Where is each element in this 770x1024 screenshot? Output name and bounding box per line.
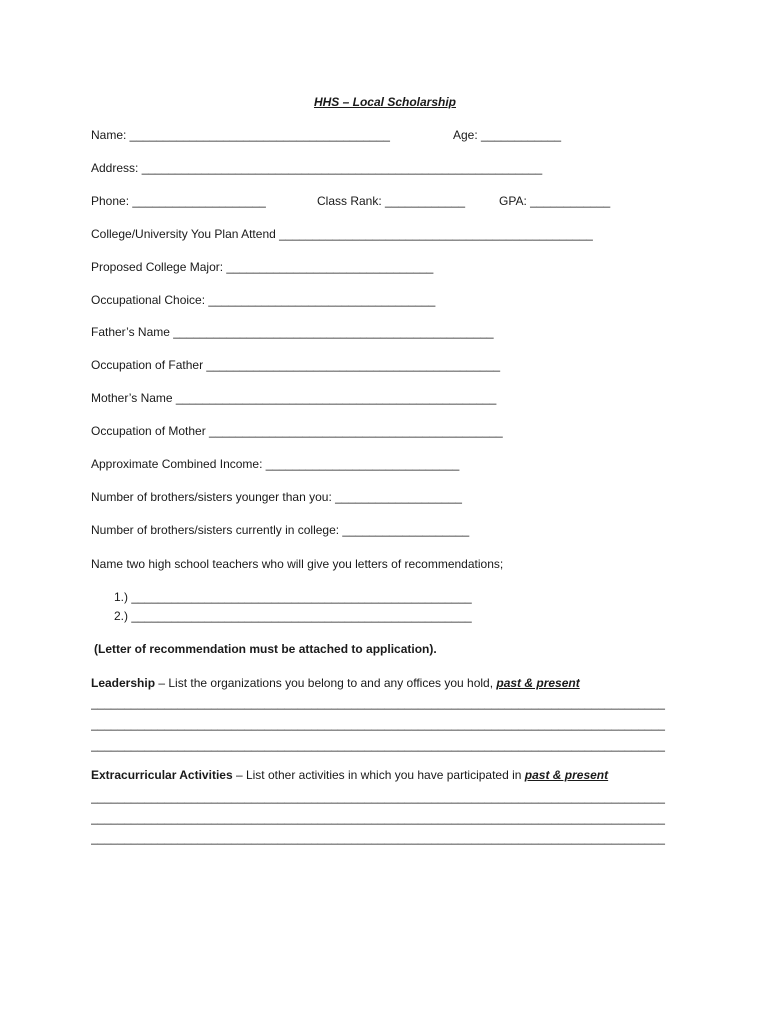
major-field[interactable]: Proposed College Major: _______________________________ xyxy=(91,260,434,274)
extracurricular-emphasis: past & present xyxy=(524,768,609,782)
occupation-field[interactable]: Occupational Choice: __________________________________ xyxy=(91,293,436,307)
extracurricular-heading xyxy=(91,768,608,782)
father-name-field[interactable]: Father’s Name ________________________________________________ xyxy=(91,325,494,339)
leadership-line-3[interactable]: ______________________________________________________________________________________ xyxy=(91,738,665,752)
leadership-label: Leadership xyxy=(91,676,156,690)
extracurricular-instructions: – List other activities in which you have participated in xyxy=(232,768,525,782)
teacher-2-field[interactable]: 2.) ___________________________________________________ xyxy=(114,609,472,623)
mother-name-field[interactable]: Mother’s Name ________________________________________________ xyxy=(91,391,497,405)
recommendation-note: (Letter of recommendation must be attached to application). xyxy=(94,642,437,656)
teacher-1-field[interactable]: 1.) ___________________________________________________ xyxy=(114,590,472,604)
leadership-line-2[interactable]: ______________________________________________________________________________________ xyxy=(91,717,665,731)
mother-occupation-field[interactable]: Occupation of Mother ____________________________________________ xyxy=(91,424,503,438)
age-field[interactable]: Age: ____________ xyxy=(453,128,562,142)
extracurricular-line-1[interactable]: ______________________________________________________________________________________ xyxy=(91,790,665,804)
father-occupation-field[interactable]: Occupation of Father ____________________________________________ xyxy=(91,358,501,372)
extracurricular-line-2[interactable]: ______________________________________________________________________________________ xyxy=(91,811,665,825)
class-rank-field[interactable]: Class Rank: ____________ xyxy=(317,194,466,208)
college-field[interactable]: College/University You Plan Attend _______________________________________________ xyxy=(91,227,593,241)
extracurricular-label: Extracurricular Activities xyxy=(91,768,233,782)
leadership-instructions: – List the organizations you belong to and any offices you hold, xyxy=(155,676,497,690)
gpa-field[interactable]: GPA: ____________ xyxy=(499,194,611,208)
phone-field[interactable]: Phone: ____________________ xyxy=(91,194,266,208)
income-field[interactable]: Approximate Combined Income: _____________________________ xyxy=(91,457,460,471)
siblings-younger-field[interactable]: Number of brothers/sisters younger than you: ___________________ xyxy=(91,490,462,504)
extracurricular-line-3[interactable]: ______________________________________________________________________________________ xyxy=(91,831,665,845)
leadership-emphasis: past & present xyxy=(496,676,580,690)
name-field[interactable]: Name: _______________________________________ xyxy=(91,128,390,142)
siblings-college-field[interactable]: Number of brothers/sisters currently in college: ___________________ xyxy=(91,523,470,537)
leadership-line-1[interactable]: ______________________________________________________________________________________ xyxy=(91,696,665,710)
address-field[interactable]: Address: ____________________________________________________________ xyxy=(91,161,543,175)
teachers-prompt: Name two high school teachers who will give you letters of recommendations; xyxy=(91,557,504,571)
leadership-heading xyxy=(91,676,580,690)
page-title: HHS – Local Scholarship xyxy=(313,95,457,109)
